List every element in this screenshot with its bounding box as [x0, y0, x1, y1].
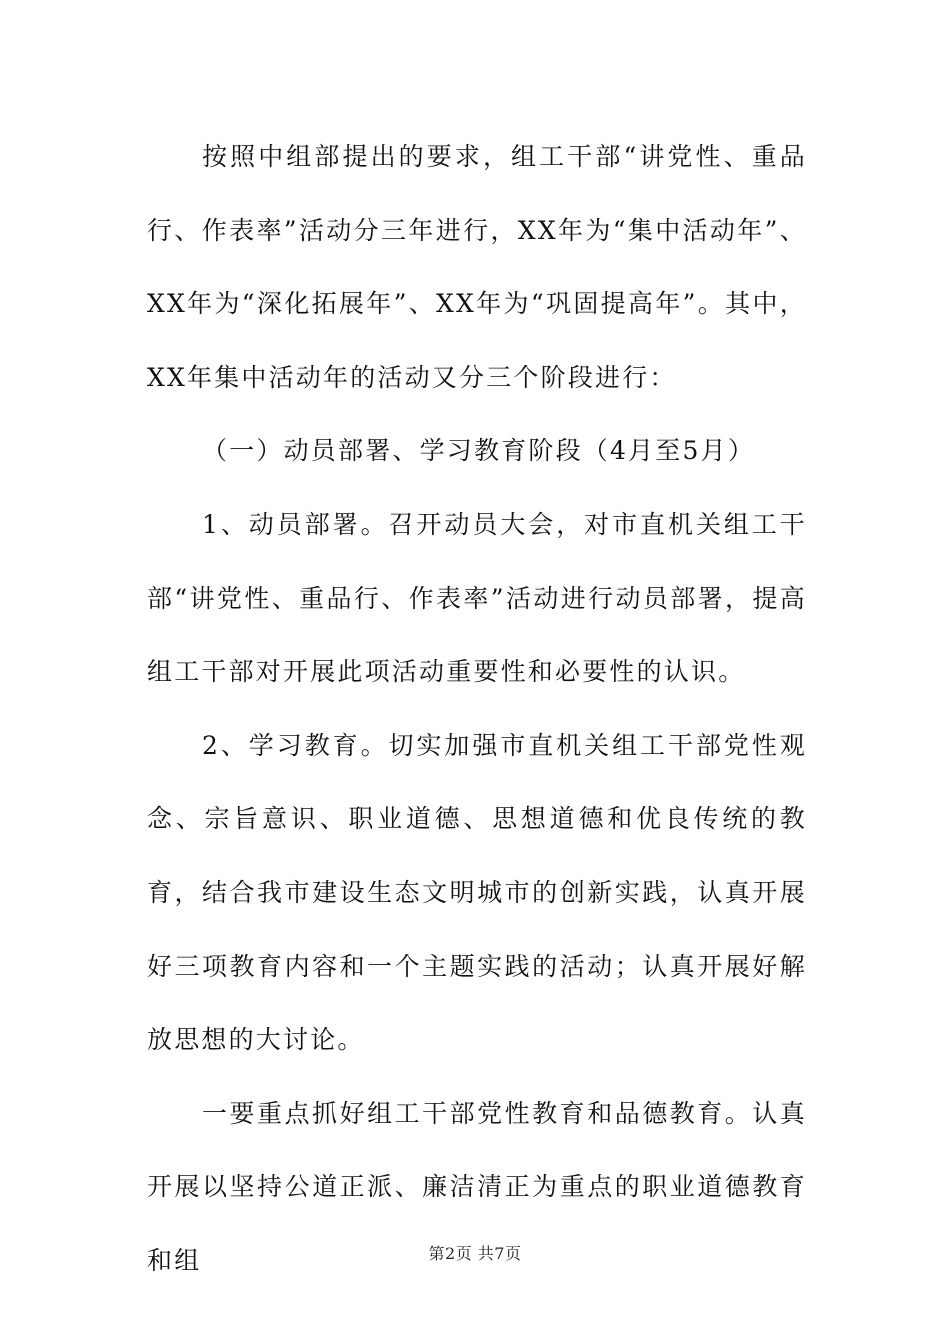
page-number: 第2页 共7页: [428, 1244, 522, 1263]
paragraph-item-2: 2、学习教育。切实加强市直机关组工干部党性观念、宗旨意识、职业道德、思想道德和优良传统的教育，结合我市建设生态文明城市的创新实践，认真开展好三项教育内容和一个主题实践的活动；认真开展好解放思想的大讨论。: [147, 730, 807, 1055]
section-heading: （一）动员部署、学习教育阶段（4月至5月）: [202, 436, 756, 466]
paragraph-intro: 按照中组部提出的要求，组工干部“讲党性、重品行、作表率”活动分三年进行，XX年为“集中活动年”、XX年为“深化拓展年”、XX年为“巩固提高年”。其中，XX年集中活动年的活动又分三个阶段进行：: [147, 142, 807, 392]
document-body: [147, 120, 807, 1298]
paragraph-focus: 一要重点抓好组工干部党性教育和品德教育。认真开展以坚持公道正派、廉洁清正为重点的职业道德教育和组: [147, 1098, 807, 1275]
paragraph-item-1: 1、动员部署。召开动员大会，对市直机关组工干部“讲党性、重品行、作表率”活动进行动员部署，提高组工干部对开展此项活动重要性和必要性的认识。: [147, 509, 807, 687]
